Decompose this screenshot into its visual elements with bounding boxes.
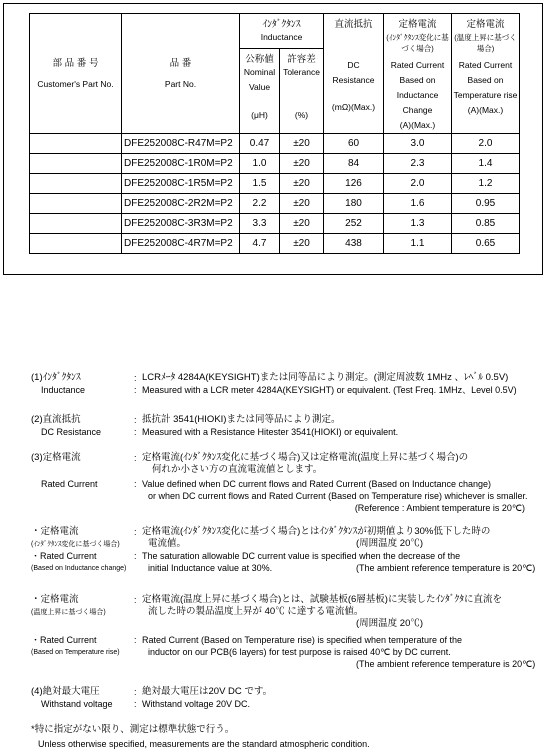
header-nominal-jp: 公称値	[245, 54, 274, 66]
table-header	[30, 14, 520, 49]
header-dcr-unit: (mΩ)(Max.)	[331, 102, 376, 112]
cell-tol: ±20	[280, 214, 324, 234]
cell-rt: 1.2	[452, 174, 520, 194]
footer-en: Unless otherwise specified, measurements are the standard atmospheric condition.	[38, 739, 370, 749]
cell-tol: ±20	[280, 154, 324, 174]
header-tolerance	[280, 49, 324, 134]
note1-label-jp: (1)ｲﾝﾀﾞｸﾀﾝｽ	[31, 372, 81, 383]
cell-ri: 3.0	[384, 134, 452, 154]
cell-ri: 2.0	[384, 174, 452, 194]
header-customer-part-jp: 部 品 番 号	[52, 58, 99, 69]
cell-rt: 1.4	[452, 154, 520, 174]
note5-text-jp1: 定格電流(温度上昇に基づく場合)とは、試験基板(6層基板)に実装したｲﾝﾀﾞｸﾀに直流を	[142, 594, 502, 605]
table-row	[30, 234, 520, 254]
notes-section	[31, 372, 543, 752]
note-withstand-voltage: (4)絶対最大電圧 : 絶対最大電圧は20V DC です。 Withstand voltage : Withstand voltage 20V DC.	[31, 686, 543, 724]
cell-cust	[30, 154, 122, 174]
header-dc-resistance	[324, 14, 384, 134]
header-r2-jp: 定格電流	[466, 19, 505, 30]
note1-label-en: Inductance	[41, 385, 86, 395]
cell-rt: 0.65	[452, 234, 520, 254]
cell-tol: ±20	[280, 134, 324, 154]
note-inductance: (1)ｲﾝﾀﾞｸﾀﾝｽ : LCRﾒｰﾀ 4284A(KEYSIGHT)または同等品により測定。(測定周波数 1MHz 、ﾚﾍﾞﾙ 0.5V) Inductance : Measured with a LCR meter 4284A(KEYSIGHT) or equivalent. (Test Freq. 1MHz、Level 0.5V)	[31, 372, 543, 400]
table-body	[30, 134, 520, 254]
note4-temp-en: (The ambient reference temperature is 20℃)	[356, 563, 536, 573]
note4-temp-jp: (周囲温度 20℃)	[356, 538, 424, 549]
cell-tol: ±20	[280, 174, 324, 194]
header-part-jp: 品 番	[169, 58, 192, 69]
header-r2-en3: Temperature rise	[453, 90, 518, 100]
cell-rt: 0.85	[452, 214, 520, 234]
header-inductance	[240, 14, 324, 49]
note5-label-jp: ・定格電流	[31, 594, 79, 605]
note5-label-en: ・Rated Current	[31, 635, 97, 645]
note3-text-en1: Value defined when DC current flows and Rated Current (Based on Inductance change)	[142, 479, 492, 489]
note5-text-en1: Rated Current (Based on Temperature rise) is specified when temperature of the	[142, 635, 462, 645]
header-tolerance-jp: 許容差	[287, 54, 316, 66]
header-rated-temperature	[452, 14, 520, 134]
header-customer-part-en: Customer's Part No.	[37, 79, 114, 89]
cell-dcr: 126	[324, 174, 384, 194]
note6-label-en: Withstand voltage	[41, 699, 113, 709]
cell-dcr: 438	[324, 234, 384, 254]
spec-frame	[3, 3, 543, 275]
cell-cust	[30, 134, 122, 154]
note2-text-en: Measured with a Resistance Hitester 3541(HIOKI) or equivalent.	[142, 427, 399, 437]
cell-tol: ±20	[280, 194, 324, 214]
header-customer-part	[30, 14, 122, 134]
cell-nom: 0.47	[240, 134, 280, 154]
cell-dcr: 84	[324, 154, 384, 174]
table-row	[30, 154, 520, 174]
header-nominal-en2: Value	[248, 82, 271, 93]
cell-dcr: 252	[324, 214, 384, 234]
note5-text-jp2: 流した時の製品温度上昇が 40℃ に達する電流値。	[148, 606, 364, 617]
note3-label-en: Rated Current	[41, 479, 98, 489]
cell-dcr: 60	[324, 134, 384, 154]
note3-text-jp1: 定格電流(ｲﾝﾀﾞｸﾀﾝｽ変化に基づく場合)又は定格電流(温度上昇に基づく場合)の	[142, 452, 469, 463]
note2-label-en: DC Resistance	[41, 427, 102, 437]
table-row	[30, 134, 520, 154]
cell-nom: 1.5	[240, 174, 280, 194]
note4-text-jp1: 定格電流(ｲﾝﾀﾞｸﾀﾝｽ変化に基づく場合)とはｲﾝﾀﾞｸﾀﾝｽが初期値より30%低下した時の	[142, 526, 491, 537]
cell-part: DFE252008C-R47M=P2	[122, 134, 240, 154]
note5-temp-jp: (周囲温度 20℃)	[356, 618, 424, 629]
note2-text-jp: 抵抗計 3541(HIOKI)または同等品により測定。	[142, 414, 341, 425]
cell-cust	[30, 214, 122, 234]
note6-text-en: Withstand voltage 20V DC.	[142, 699, 251, 709]
cell-nom: 1.0	[240, 154, 280, 174]
footer-jp: *特に指定がない限り、測定は標準状態で行う。	[31, 724, 235, 735]
header-part	[122, 14, 240, 134]
header-r2-unit: (A)(Max.)	[467, 105, 504, 115]
header-r1-en2: Based on	[399, 75, 436, 85]
header-nominal-en1: Nominal	[243, 67, 276, 78]
cell-nom: 3.3	[240, 214, 280, 234]
table-row	[30, 174, 520, 194]
note5-temp-en: (The ambient reference temperature is 20℃)	[356, 659, 536, 669]
header-r1-jp: 定格電流	[398, 19, 437, 30]
table-row	[30, 214, 520, 234]
note1-text-jp: LCRﾒｰﾀ 4284A(KEYSIGHT)または同等品により測定。(測定周波数 1MHz 、ﾚﾍﾞﾙ 0.5V)	[142, 372, 509, 383]
cell-nom: 2.2	[240, 194, 280, 214]
note3-label-jp: (3)定格電流	[31, 452, 81, 463]
header-inductance-jp: ｲﾝﾀﾞｸﾀﾝｽ	[262, 19, 301, 30]
cell-cust	[30, 174, 122, 194]
header-r1-unit: (A)(Max.)	[399, 120, 436, 130]
header-tolerance-unit: (%)	[294, 110, 309, 121]
note2-label-jp: (2)直流抵抗	[31, 414, 81, 425]
header-r1-en1: Rated Current	[390, 60, 445, 70]
note4-label-jp: ・定格電流	[31, 526, 79, 537]
note4-label-en: ・Rated Current	[31, 551, 97, 561]
cell-rt: 0.95	[452, 194, 520, 214]
header-dcr-en2: Resistance	[332, 75, 375, 85]
header-nominal-unit: (μH)	[251, 110, 268, 121]
note-dc-resistance: (2)直流抵抗 : 抵抗計 3541(HIOKI)または同等品により測定。 DC Resistance : Measured with a Resistance Hitester 3541(HIOKI) or equivalent.	[31, 414, 543, 452]
note3-text-en2: or when DC current flows and Rated Current (Based on Temperature rise) whichever is smaller.	[148, 491, 528, 501]
note4-label-sub: (ｲﾝﾀﾞｸﾀﾝｽ変化に基づく場合)	[31, 541, 120, 548]
cell-ri: 1.1	[384, 234, 452, 254]
cell-part: DFE252008C-1R0M=P2	[122, 154, 240, 174]
cell-cust	[30, 194, 122, 214]
table-row	[30, 194, 520, 214]
cell-cust	[30, 234, 122, 254]
note4-text-en2: initial Inductance value at 30%.	[148, 563, 273, 573]
header-part-en: Part No.	[164, 79, 197, 89]
note6-text-jp: 絶対最大電圧は20V DC です。	[142, 686, 273, 697]
header-r1-sub: (ｲﾝﾀﾞｸﾀﾝｽ変化に基づく場合)	[386, 33, 449, 53]
note3-text-jp2: 何れか小さい方の直流電流値とします。	[152, 464, 323, 475]
note-rated-temperature: ・定格電流 : 定格電流(温度上昇に基づく場合)とは、試験基板(6層基板)に実装したｲﾝﾀﾞｸﾀに直流を (温度上昇に基づく場合) 流した時の製品温度上昇が 40℃ に達する電流値。 (周囲温度 20℃) ・Rated Current : Rated Current (Based on Temperature rise) is specified when temperature of the (Based on Temperature rise) inductor on our PCB(6 layers) for test purpose is raised 40℃ by DC current. (The ambient reference temperature is 20℃)	[31, 594, 543, 686]
header-dcr-jp: 直流抵抗	[334, 19, 373, 30]
header-inductance-en: Inductance	[260, 32, 303, 42]
note-rated-current: (3)定格電流 : 定格電流(ｲﾝﾀﾞｸﾀﾝｽ変化に基づく場合)又は定格電流(温度上昇に基づく場合)の 何れか小さい方の直流電流値とします。 Rated Current : Value defined when DC current flows and Rated Current (Based on Inductance change) or when DC current flows and Rated Current (Based on Temperature rise) whichever is smaller. (Reference : Ambient temperature is 20℃)	[31, 452, 543, 526]
cell-nom: 4.7	[240, 234, 280, 254]
note5-label-sub: (温度上昇に基づく場合)	[31, 609, 106, 616]
header-nominal	[240, 49, 280, 134]
cell-part: DFE252008C-2R2M=P2	[122, 194, 240, 214]
note6-label-jp: (4)絶対最大電圧	[31, 686, 100, 697]
header-r2-en1: Rated Current	[458, 60, 513, 70]
header-rated-inductance	[384, 14, 452, 134]
cell-ri: 1.6	[384, 194, 452, 214]
header-r1-en3: Inductance Change	[396, 90, 439, 115]
cell-tol: ±20	[280, 234, 324, 254]
note5-label-en-sub: (Based on Temperature rise)	[31, 649, 120, 656]
cell-dcr: 180	[324, 194, 384, 214]
note4-text-jp2: 電流値。	[148, 538, 187, 549]
header-tolerance-en: Tolerance	[283, 67, 320, 78]
cell-part: DFE252008C-4R7M=P2	[122, 234, 240, 254]
cell-part: DFE252008C-1R5M=P2	[122, 174, 240, 194]
cell-part: DFE252008C-3R3M=P2	[122, 214, 240, 234]
cell-rt: 2.0	[452, 134, 520, 154]
note4-label-en-sub: (Based on Inductance change)	[31, 565, 127, 572]
cell-ri: 2.3	[384, 154, 452, 174]
header-r2-en2: Based on	[467, 75, 504, 85]
note3-text-en3: (Reference : Ambient temperature is 20℃)	[354, 503, 525, 513]
footer-note	[31, 724, 543, 752]
spec-table	[29, 13, 520, 254]
note4-text-en1: The saturation allowable DC current value is specified when the decrease of the	[142, 551, 461, 561]
header-r2-sub: (温度上昇に基づく場合)	[454, 33, 517, 53]
cell-ri: 1.3	[384, 214, 452, 234]
header-dcr-en1: DC	[347, 60, 360, 70]
note-rated-inductance: ・定格電流 : 定格電流(ｲﾝﾀﾞｸﾀﾝｽ変化に基づく場合)とはｲﾝﾀﾞｸﾀﾝｽが初期値より30%低下した時の (ｲﾝﾀﾞｸﾀﾝｽ変化に基づく場合) 電流値。 (周囲温度 20℃) ・Rated Current : The saturation allowable DC current value is specified when the decrease of the (Based on Inductance change) initial Inductance value at 30%. (The ambient reference temperature is 20℃)	[31, 526, 543, 594]
note1-text-en: Measured with a LCR meter 4284A(KEYSIGHT) or equivalent. (Test Freq. 1MHz、Level 0.5V)	[142, 385, 517, 395]
note5-text-en2: inductor on our PCB(6 layers) for test purpose is raised 40℃ by DC current.	[148, 647, 451, 657]
